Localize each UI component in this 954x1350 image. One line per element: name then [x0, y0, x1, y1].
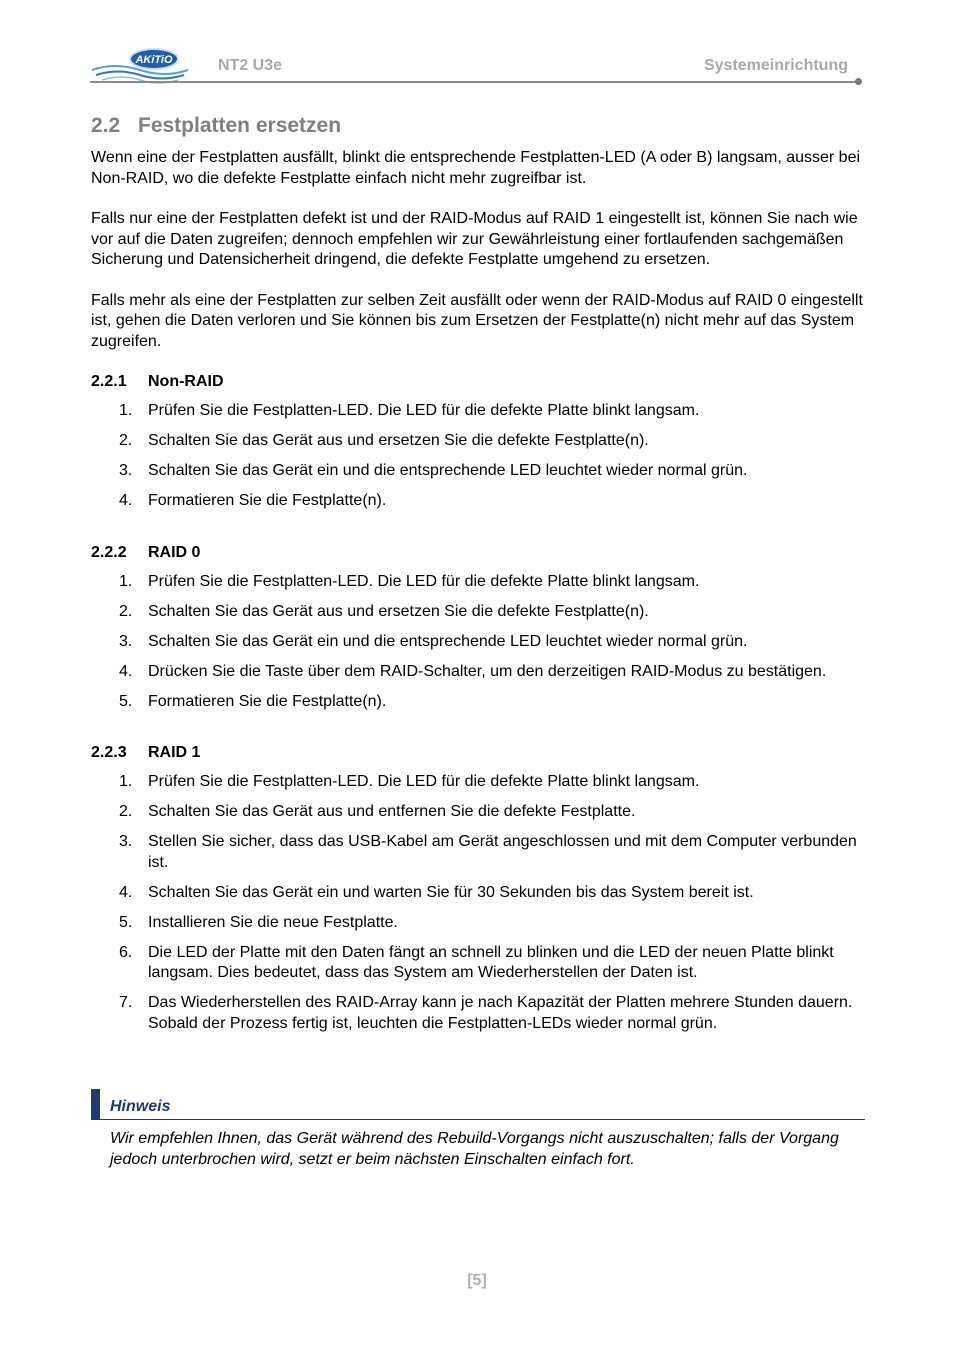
non-raid-steps	[91, 401, 867, 512]
svg-text:AKiTiO: AKiTiO	[135, 54, 173, 66]
subsection-title: Non-RAID	[148, 373, 224, 390]
raid0-paragraph: Falls mehr als eine der Festplatten zur selben Zeit ausfällt oder wenn der RAID-Modus auf RAID 0 eingestellt ist, gehen die Daten verloren und Sie können bis zum Ersetzen der Festplatte(n) nicht mehr auf das System zugreifen.	[91, 291, 863, 350]
list-item: 4. Schalten Sie das Gerät ein und warten Sie für 30 Sekunden bis das System bereit ist.	[119, 883, 754, 901]
section-title: Festplatten ersetzen	[138, 114, 342, 137]
list-item: 1. Prüfen Sie die Festplatten-LED. Die LED für die defekte Platte blinkt langsam.	[119, 572, 700, 590]
subsection-heading-non-raid	[91, 373, 867, 391]
section-number: 2.2	[91, 114, 121, 137]
list-item: 5. Formatieren Sie die Festplatte(n).	[119, 692, 387, 710]
list-item: 3. Schalten Sie das Gerät ein und die entsprechende LED leuchtet wieder normal grün.	[119, 462, 748, 479]
subsection-title: RAID 0	[148, 543, 201, 561]
list-item: 4. Drücken Sie die Taste über dem RAID-Schalter, um den derzeitigen RAID-Modus zu bestätigen.	[119, 662, 827, 680]
list-item: 5. Installieren Sie die neue Festplatte.	[119, 913, 398, 931]
list-item: 1. Prüfen Sie die Festplatten-LED. Die LED für die defekte Platte blinkt langsam.	[119, 402, 700, 419]
list-item: 4. Formatieren Sie die Festplatte(n).	[119, 492, 387, 509]
list-item: 2. Schalten Sie das Gerät aus und entfernen Sie die defekte Festplatte.	[119, 803, 636, 820]
subsection-title: RAID 1	[148, 744, 201, 761]
header-divider	[90, 81, 858, 83]
list-item: 2. Schalten Sie das Gerät aus und ersetzen Sie die defekte Festplatte(n).	[119, 602, 649, 620]
intro-paragraph: Wenn eine der Festplatten ausfällt, blinkt die entsprechende Festplatten-LED (A oder B) langsam, ausser bei Non-RAID, wo die defekte Festplatte einfach nicht mehr zugreifbar ist.	[91, 149, 861, 187]
page-header	[90, 40, 864, 90]
raid1-steps	[91, 772, 867, 1034]
header-product-name: NT2 U3e	[218, 57, 283, 74]
raid1-paragraph: Falls nur eine der Festplatten defekt ist und der RAID-Modus auf RAID 1 eingestellt ist, können Sie nach wie vor auf die Daten zugreifen; dennoch empfehlen wir zur Gewährleistung einer fortlaufenden sachgemäßen Sicherung und Datensicherheit dringend, die defekte Festplatte umgehend zu ersetzen.	[91, 210, 858, 268]
list-item: 3. Schalten Sie das Gerät ein und die entsprechende LED leuchtet wieder normal grün.	[119, 632, 748, 650]
list-item: 6. Die LED der Platte mit den Daten fängt an schnell zu blinken und die LED der neuen Platte blinkt langsam. Dies bedeutet, dass das System am Wiederherstellen der Daten ist.	[119, 943, 834, 981]
raid0-steps	[91, 572, 867, 713]
list-item: 1. Prüfen Sie die Festplatten-LED. Die LED für die defekte Platte blinkt langsam.	[119, 773, 700, 790]
subsection-number: 2.2.2	[91, 543, 127, 561]
header-divider-end-dot	[855, 78, 862, 85]
list-item: 7. Das Wiederherstellen des RAID-Array kann je nach Kapazität der Platten mehrere Stunden dauern. Sobald der Prozess fertig ist, leuchten die Festplatten-LEDs wieder normal grün.	[119, 994, 853, 1032]
document-body	[91, 114, 867, 1066]
header-section-name: Systemeinrichtung	[703, 57, 848, 74]
subsection-number: 2.2.1	[91, 373, 127, 390]
note-heading: Hinweis	[110, 1098, 171, 1115]
note-divider	[91, 1119, 865, 1120]
note-accent-bar	[91, 1089, 100, 1120]
section-heading	[91, 114, 867, 138]
list-item: 2. Schalten Sie das Gerät aus und ersetzen Sie die defekte Festplatte(n).	[119, 432, 649, 449]
subsection-number: 2.2.3	[91, 744, 127, 761]
subsection-heading-raid0	[91, 544, 867, 562]
list-item: 3. Stellen Sie sicher, dass das USB-Kabel am Gerät angeschlossen und mit dem Computer verbunden ist.	[119, 833, 857, 871]
subsection-heading-raid1	[91, 744, 867, 762]
page-number: [5]	[467, 1272, 487, 1289]
akitio-logo	[90, 40, 190, 84]
note-text: Wir empfehlen Ihnen, das Gerät während des Rebuild-Vorgangs nicht auszuschalten; falls der Vorgang jedoch unterbrochen wird, setzt er beim nächsten Einschalten einfach fort.	[110, 1130, 839, 1168]
